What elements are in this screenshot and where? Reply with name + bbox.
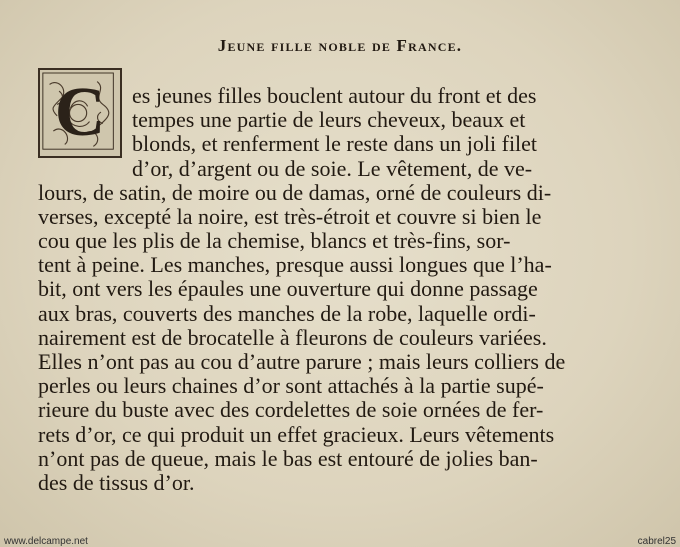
page-title: Jeune fille noble de France. bbox=[217, 36, 463, 55]
text-line: rets d’or, ce qui produit un effet gracieux. Leurs vêtements bbox=[38, 422, 555, 447]
text-line: lours, de satin, de moire ou de damas, orné de couleurs di- bbox=[38, 180, 552, 205]
text-line: cou que les plis de la chemise, blancs et très-fins, sor- bbox=[38, 228, 511, 253]
text-line: nairement est de brocatelle à fleurons de couleurs variées. bbox=[38, 325, 547, 350]
decorated-initial-letter bbox=[38, 68, 122, 158]
text-line: bit, ont vers les épaules une ouverture qui donne passage bbox=[38, 276, 538, 301]
text-line: es jeunes filles bouclent autour du front et des bbox=[132, 83, 537, 108]
text-line: blonds, et renferment le reste dans un joli filet bbox=[132, 131, 538, 156]
text-line: tent à peine. Les manches, presque aussi longues que l’ha- bbox=[38, 252, 552, 277]
text-line: des de tissus d’or. bbox=[38, 470, 195, 495]
text-line: Elles n’ont pas au cou d’autre parure ; mais leurs colliers de bbox=[38, 349, 566, 374]
text-line: perles ou leurs chaines d’or sont attachés à la partie supé- bbox=[38, 373, 544, 398]
watermark-left: www.delcampe.net bbox=[4, 536, 88, 547]
text-line: rieure du buste avec des cordelettes de soie ornées de fer- bbox=[38, 397, 544, 422]
text-line: n’ont pas de queue, mais le bas est entouré de jolies ban- bbox=[38, 446, 538, 471]
text-line: aux bras, couverts des manches de la robe, laquelle ordi- bbox=[38, 301, 536, 326]
text-line: verses, excepté la noire, est très-étroit et couvre si bien le bbox=[38, 204, 542, 229]
initial-letter: C bbox=[54, 74, 106, 151]
text-line: d’or, d’argent ou de soie. Le vêtement, de ve- bbox=[132, 156, 533, 181]
watermark-right: cabrel25 bbox=[637, 536, 676, 547]
text-line: tempes une partie de leurs cheveux, beaux et bbox=[132, 107, 526, 132]
